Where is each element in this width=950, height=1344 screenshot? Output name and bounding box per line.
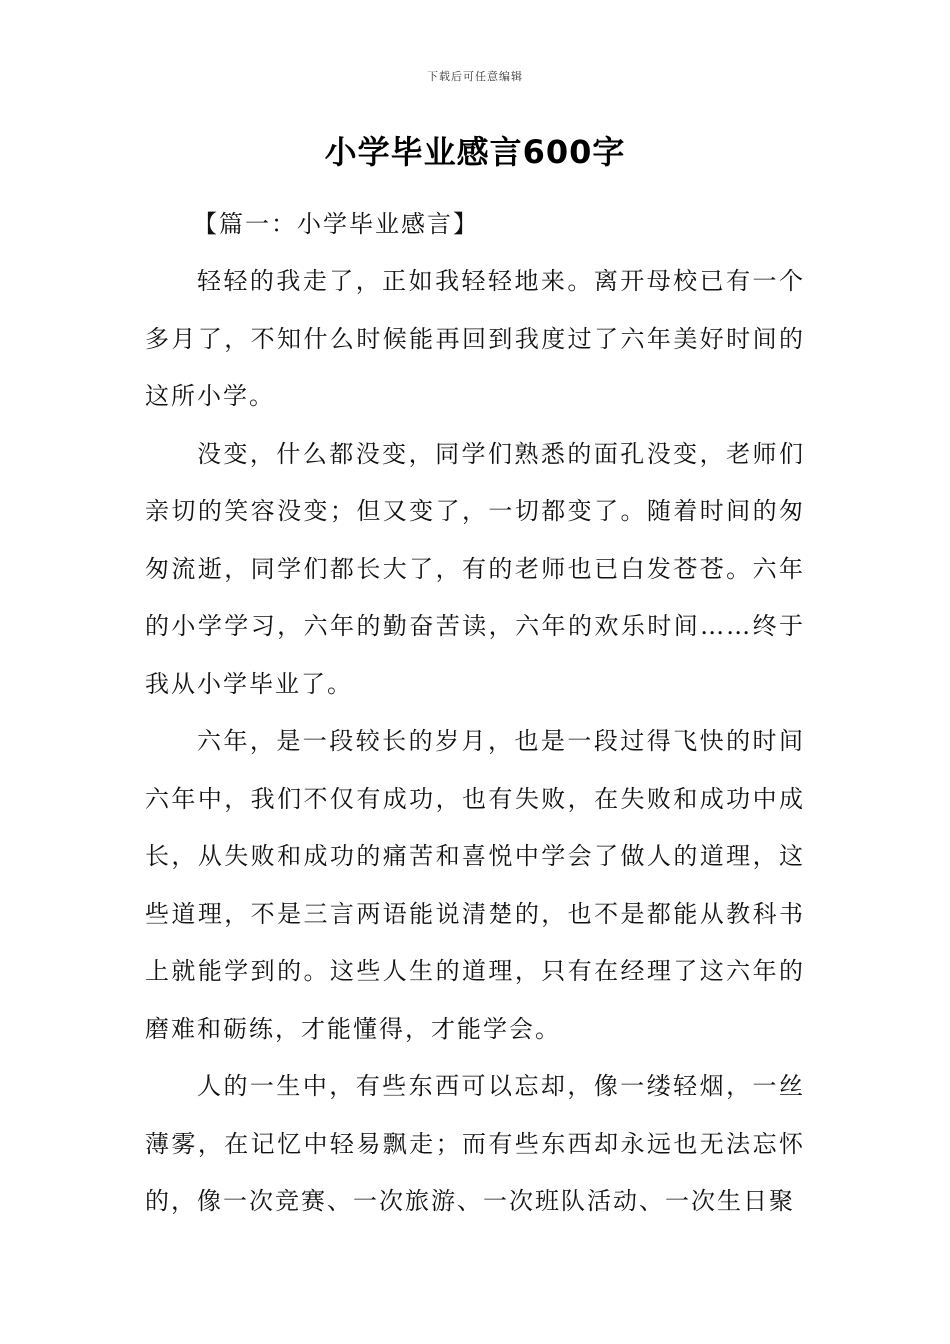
header-note: 下载后可任意编辑 bbox=[427, 70, 523, 83]
document-title: 小学毕业感言600字 bbox=[324, 133, 626, 171]
paragraph-1: 轻轻的我走了，正如我轻轻地来。离开母校已有一个多月了，不知什么时候能再回到我度过了六年美好时间的这所小学。 bbox=[145, 267, 805, 410]
section-heading: 【篇一：小学毕业感言】 bbox=[193, 210, 479, 238]
paragraph-3: 六年，是一段较长的岁月，也是一段过得飞快的时间六年中，我们不仅有成功，也有失败，在失败和成功中成长，从失败和成功的痛苦和喜悦中学会了做人的道理，这些道理，不是三言两语能说清楚的，也不是都能从教科书上就能学到的。这些人生的道理，只有在经理了这六年的磨难和砺练，才能懂得，才能学会。 bbox=[145, 727, 805, 1043]
document-body bbox=[145, 196, 805, 1231]
paragraph-2: 没变，什么都没变，同学们熟悉的面孔没变，老师们亲切的笑容没变；但又变了，一切都变了。随着时间的匆匆流逝，同学们都长大了，有的老师也已白发苍苍。六年的小学学习，六年的勤奋苦读，六年的欢乐时间……终于我从小学毕业了。 bbox=[145, 439, 805, 698]
paragraph-4: 人的一生中，有些东西可以忘却，像一缕轻烟，一丝薄雾，在记忆中轻易飘走；而有些东西却永远也无法忘怀的，像一次竞赛、一次旅游、一次班队活动、一次生日聚 bbox=[145, 1072, 805, 1215]
